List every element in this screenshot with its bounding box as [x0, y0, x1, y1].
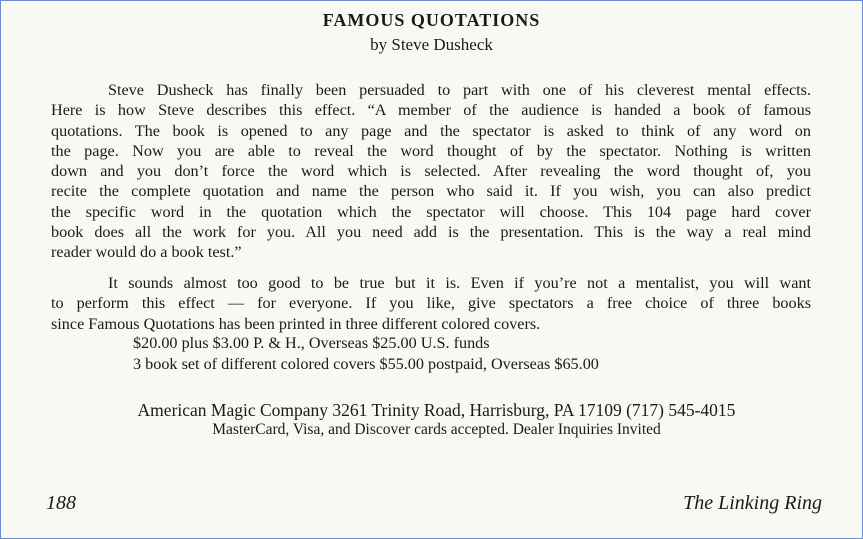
paragraph-1-line: recite the complete quotation and name the person who said it. If you wish, you can also predict: [51, 182, 811, 201]
paragraph-1-line: quotations. The book is opened to any page and the spectator is asked to think of any word on: [51, 121, 811, 140]
page-number: 188: [46, 492, 76, 514]
paragraph-1-line: Steve Dusheck has finally been persuaded to part with one of his cleverest mental effects.: [108, 81, 811, 99]
payment-info: MasterCard, Visa, and Discover cards accepted. Dealer Inquiries Invited: [212, 421, 661, 438]
price-line-set: 3 book set of different colored covers $55.00 postpaid, Overseas $65.00: [133, 355, 599, 373]
price-line-single: $20.00 plus $3.00 P. & H., Overseas $25.00 U.S. funds: [133, 334, 490, 352]
company-address: American Magic Company 3261 Trinity Road, Harrisburg, PA 17109 (717) 545-4015: [137, 400, 736, 420]
article-byline: by Steve Dusheck: [370, 35, 493, 54]
paragraph-1-line: the page. Now you are able to reveal the word thought of by the spectator. Nothing is written: [51, 141, 811, 160]
paragraph-1-line: reader would do a book test.”: [51, 243, 242, 262]
paragraph-1-line: down and you don’t force the word which is selected. After revealing the word thought of, you: [51, 162, 811, 181]
paragraph-2-line: since Famous Quotations has been printed in three different colored covers.: [51, 314, 541, 333]
paragraph-2-line: It sounds almost too good to be true but it is. Even if you’re not a mentalist, you will want: [108, 274, 811, 292]
paragraph-1: [51, 80, 811, 263]
article-title: FAMOUS QUOTATIONS: [322, 10, 541, 30]
paragraph-1-line: Here is how Steve describes this effect. “A member of the audience is handed a book of famous: [51, 101, 811, 120]
publication-name: The Linking Ring: [683, 492, 822, 514]
paragraph-1-line: the specific word in the quotation which the spectator will choose. This 104 page hard cover: [51, 202, 811, 221]
paragraph-2: [51, 273, 811, 334]
paragraph-1-line: book does all the work for you. All you need add is the presentation. This is the way a real mind: [51, 223, 811, 242]
paragraph-2-line: to perform this effect — for everyone. If you like, give spectators a free choice of three books: [51, 294, 811, 313]
